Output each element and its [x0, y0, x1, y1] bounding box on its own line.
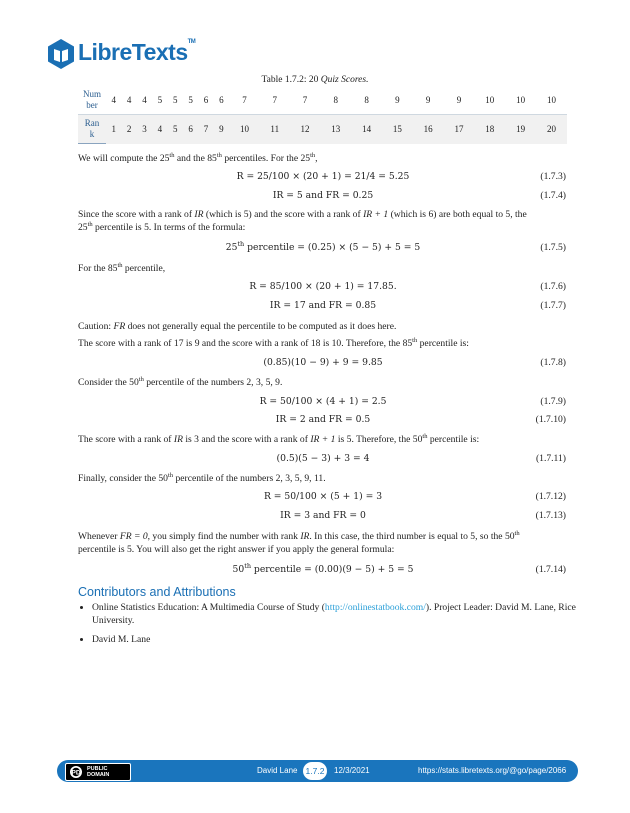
equation-1-7-10: IR = 2 and FR = 0.5 (1.7.10)	[275, 414, 566, 425]
contributors-heading: Contributors and Attributions	[78, 585, 236, 599]
paragraph-85th-score: The score with a rank of 17 is 9 and the score with a rank of 18 is 10. Therefore, the 85th percentile is:	[78, 336, 469, 349]
paragraph-finally: Finally, consider the 50th percentile of the numbers 2, 3, 5, 9, 11.	[78, 471, 326, 484]
footer-date: 12/3/2021	[334, 766, 370, 775]
table-cell-rank: 17	[444, 115, 475, 144]
libretexts-logo-icon	[46, 38, 76, 70]
table-cell-rank: 12	[290, 115, 321, 144]
svg-text:PD: PD	[71, 769, 81, 777]
row-header-number: Num ber	[78, 86, 106, 115]
logo-trademark: TM	[187, 39, 196, 45]
list-item: • David M. Lane	[92, 633, 582, 646]
table-cell-rank: 6	[183, 115, 198, 144]
logo-wordmark: LibreTexts™	[78, 39, 196, 65]
table-cell-number: 7	[290, 86, 321, 115]
paragraph-rank-explanation: Since the score with a rank of IR (which is 5) and the score with a rank of IR + 1 (which is 6) are both equal to 5, the 25th percentile is 5. In terms of the formula:	[78, 209, 527, 233]
table-row-number	[78, 86, 567, 115]
paragraph-caution: Caution: FR does not generally equal the percentile to be computed as it does here.	[78, 321, 397, 332]
list-item: • Online Statistics Education: A Multimedia Course of Study (http://onlinestatbook.com/). Project Leader: David M. Lane, Rice University.	[92, 601, 582, 627]
equation-1-7-13: IR = 3 and FR = 0 (1.7.13)	[280, 510, 566, 521]
public-domain-badge[interactable]	[65, 763, 131, 781]
equation-1-7-11: (0.5)(5 − 3) + 3 = 4 (1.7.11)	[276, 453, 566, 464]
equation-1-7-3: R = 25/100 × (20 + 1) = 21/4 = 5.25 (1.7.3)	[236, 171, 566, 182]
libretexts-logo[interactable]	[46, 38, 196, 72]
table-cell-rank: 18	[474, 115, 505, 144]
table-cell-rank: 5	[168, 115, 183, 144]
table-caption: Table 1.7.2: 20 Quiz Scores.	[261, 75, 369, 85]
table-cell-rank: 9	[214, 115, 229, 144]
footer-author: David Lane	[257, 766, 298, 775]
equation-1-7-7: IR = 17 and FR = 0.85 (1.7.7)	[269, 300, 566, 311]
equation-1-7-6: R = 85/100 × (20 + 1) = 17.85. (1.7.6)	[249, 281, 566, 292]
table-cell-number: 4	[106, 86, 121, 115]
paragraph-85th: For the 85th percentile,	[78, 261, 166, 274]
table-cell-number: 5	[152, 86, 167, 115]
table-cell-number: 9	[444, 86, 475, 115]
equation-1-7-8: (0.85)(10 − 9) + 9 = 9.85 (1.7.8)	[263, 357, 566, 368]
table-cell-number: 9	[413, 86, 444, 115]
paragraph-50th-intro: Consider the 50th percentile of the numbers 2, 3, 5, 9.	[78, 375, 283, 388]
table-cell-number: 7	[229, 86, 260, 115]
table-cell-number: 10	[536, 86, 567, 115]
table-cell-rank: 19	[505, 115, 536, 144]
table-cell-number: 10	[505, 86, 536, 115]
table-cell-rank: 2	[121, 115, 136, 144]
table-cell-number: 10	[474, 86, 505, 115]
equation-1-7-4: IR = 5 and FR = 0.25 (1.7.4)	[272, 190, 566, 201]
paragraph-50th-score: The score with a rank of IR is 3 and the score with a rank of IR + 1 is 5. Therefore, the 50th percentile is:	[78, 432, 480, 445]
equation-1-7-12: R = 50/100 × (5 + 1) = 3 (1.7.12)	[263, 491, 566, 502]
table-cell-rank: 10	[229, 115, 260, 144]
footer-url-link[interactable]: https://stats.libretexts.org/@go/page/2066	[418, 766, 567, 775]
table-cell-number: 8	[320, 86, 351, 115]
quiz-scores-table	[78, 86, 567, 144]
paragraph-whenever: Whenever FR = 0, you simply find the number with rank IR. In this case, the third number is equal to 5, so the 50th percentile is 5. You will also get the right answer if you apply the general formula:	[78, 529, 520, 555]
table-cell-rank: 7	[198, 115, 213, 144]
table-cell-rank: 15	[382, 115, 413, 144]
table-cell-number: 4	[121, 86, 136, 115]
footer-page-number: 1.7.2	[303, 762, 327, 780]
table-cell-rank: 4	[152, 115, 167, 144]
table-cell-number: 6	[214, 86, 229, 115]
paragraph-intro: We will compute the 25th and the 85th percentiles. For the 25th,	[78, 151, 318, 164]
table-cell-number: 6	[198, 86, 213, 115]
table-cell-rank: 13	[320, 115, 351, 144]
equation-1-7-5: 25th percentile = (0.25) × (5 − 5) + 5 = 5 (1.7.5)	[225, 239, 566, 253]
contributors-list	[78, 601, 582, 652]
row-header-rank: Ran k	[78, 115, 106, 144]
table-cell-number: 5	[183, 86, 198, 115]
table-cell-number: 8	[351, 86, 382, 115]
table-cell-number: 4	[137, 86, 152, 115]
table-row-rank	[78, 115, 567, 144]
table-cell-number: 9	[382, 86, 413, 115]
footer-bar	[57, 760, 578, 782]
table-cell-rank: 3	[137, 115, 152, 144]
table-cell-number: 5	[168, 86, 183, 115]
equation-1-7-9: R = 50/100 × (4 + 1) = 2.5 (1.7.9)	[259, 396, 566, 407]
table-cell-number: 7	[260, 86, 290, 115]
table-cell-rank: 11	[260, 115, 290, 144]
equation-1-7-14: 50th percentile = (0.00)(9 − 5) + 5 = 5 (1.7.14)	[232, 561, 566, 575]
public-domain-label: PUBLIC DOMAIN	[87, 766, 110, 778]
table-cell-rank: 14	[351, 115, 382, 144]
table-cell-rank: 20	[536, 115, 567, 144]
public-domain-icon	[69, 765, 83, 779]
table-cell-rank: 16	[413, 115, 444, 144]
table-cell-rank: 1	[106, 115, 121, 144]
onlinestatbook-link[interactable]: http://onlinestatbook.com/	[324, 602, 426, 613]
